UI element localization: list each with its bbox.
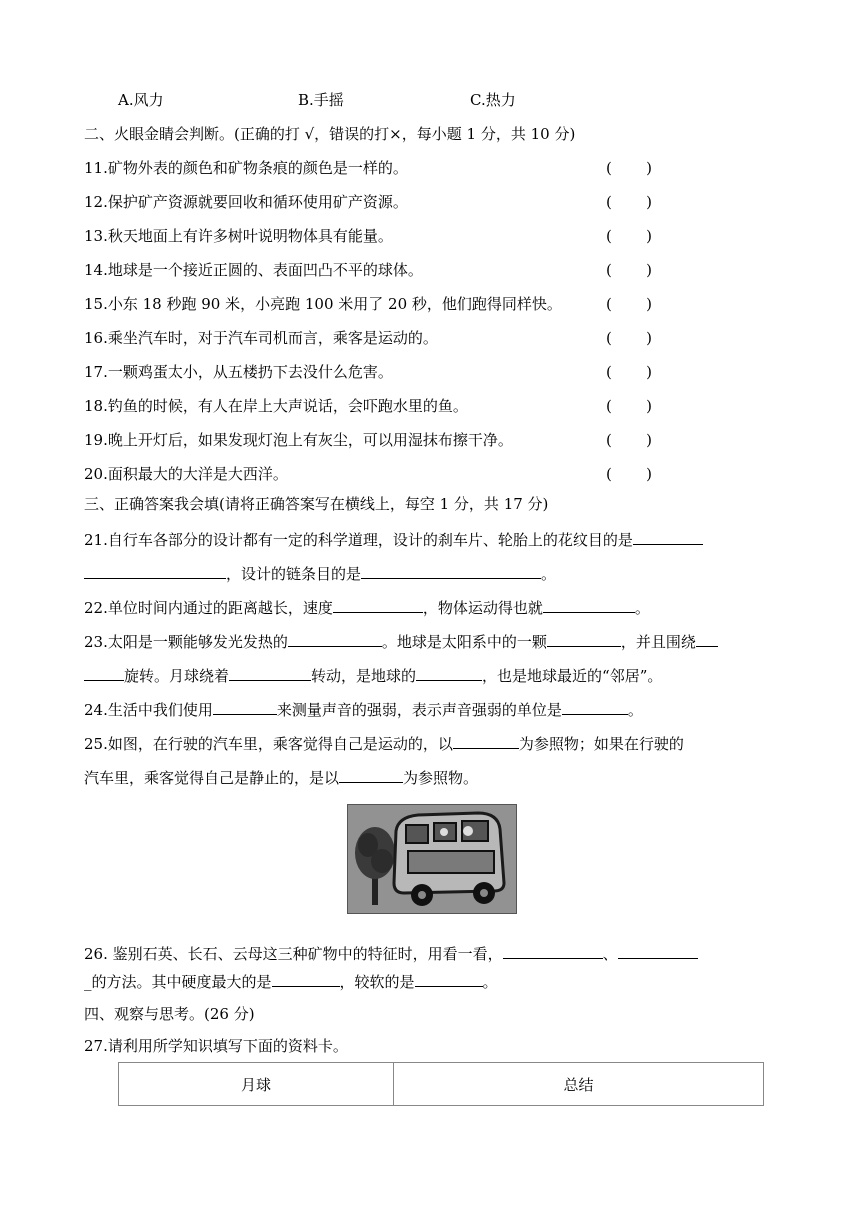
paren-open: ( [606, 227, 612, 245]
q22-text-c: 。 [634, 599, 650, 617]
question-26-line1 [84, 942, 698, 964]
paren-close: ) [646, 465, 652, 483]
answer-parentheses[interactable] [606, 192, 652, 212]
answer-blank[interactable] [333, 596, 423, 613]
answer-blank[interactable] [84, 664, 124, 681]
q26-text-c: _的方法。其中硬度最大的是 [84, 973, 272, 991]
answer-parentheses[interactable] [606, 226, 652, 246]
bus-icon [394, 813, 504, 906]
paren-open: ( [606, 295, 612, 313]
q26-text-d: ，较软的是 [339, 973, 415, 991]
q21-text-c: 。 [541, 565, 557, 583]
answer-blank[interactable] [229, 664, 311, 681]
q25-text-c: 汽车里，乘客觉得自己是静止的，是以 [84, 769, 340, 787]
option-b: B.手摇 [298, 91, 344, 109]
q23-text-e: 转动，是地球的 [311, 667, 417, 685]
table-header-summary: 总结 [394, 1063, 764, 1106]
question-27: 27.请利用所学知识填写下面的资料卡。 [84, 1037, 348, 1055]
judgement-text: 17.一颗鸡蛋太小，从五楼扔下去没什么危害。 [84, 363, 393, 381]
answer-parentheses[interactable] [606, 158, 652, 178]
answer-blank[interactable] [618, 942, 698, 959]
q23-text-b: 。地球是太阳系中的一颗 [381, 633, 547, 651]
section4-heading: 四、观察与思考。(26 分) [84, 1005, 255, 1023]
data-card-table [118, 1062, 764, 1106]
answer-blank[interactable] [272, 970, 340, 987]
table-header-row [119, 1063, 764, 1106]
paren-open: ( [606, 397, 612, 415]
q23-text-a: 23.太阳是一颗能够发光发热的 [84, 633, 288, 651]
answer-blank[interactable] [416, 664, 482, 681]
answer-blank[interactable] [361, 562, 541, 579]
answer-blank[interactable] [547, 630, 621, 647]
paren-open: ( [606, 193, 612, 211]
judgement-text: 18.钓鱼的时候，有人在岸上大声说话，会吓跑水里的鱼。 [84, 397, 468, 415]
paren-close: ) [646, 159, 652, 177]
option-c: C.热力 [470, 91, 516, 109]
paren-open: ( [606, 159, 612, 177]
paren-open: ( [606, 261, 612, 279]
question-25-line2 [84, 766, 478, 788]
bus-drawing [348, 805, 516, 913]
q25-text-d: 为参照物。 [403, 769, 479, 787]
paren-close: ) [646, 295, 652, 313]
q23-text-f: ，也是地球最近的“邻居”。 [482, 667, 663, 685]
section2-heading: 二、火眼金睛会判断。(正确的打 √，错误的打×，每小题 1 分，共 10 分) [84, 125, 576, 143]
paren-open: ( [606, 465, 612, 483]
judgement-text: 15.小东 18 秒跑 90 米，小亮跑 100 米用了 20 秒，他们跑得同样快。 [84, 295, 562, 313]
question-25-line1 [84, 732, 684, 754]
q21-text-a: 21.自行车各部分的设计都有一定的科学道理，设计的刹车片、轮胎上的花纹目的是 [84, 531, 633, 549]
question-24 [84, 698, 643, 720]
answer-blank[interactable] [562, 698, 628, 715]
paren-open: ( [606, 329, 612, 347]
judgement-text: 11.矿物外表的颜色和矿物条痕的颜色是一样的。 [84, 159, 408, 177]
judgement-text: 13.秋天地面上有许多树叶说明物体具有能量。 [84, 227, 393, 245]
q21-text-b: ，设计的链条目的是 [226, 565, 362, 583]
judgement-text: 14.地球是一个接近正圆的、表面凹凸不平的球体。 [84, 261, 423, 279]
q26-text-a: 26. 鉴别石英、长石、云母这三种矿物中的特征时，用看一看， [84, 945, 503, 963]
question-23-line1 [84, 630, 718, 652]
paren-close: ) [646, 193, 652, 211]
answer-parentheses[interactable] [606, 362, 652, 382]
question-21-line1 [84, 528, 703, 550]
answer-parentheses[interactable] [606, 328, 652, 348]
question-23-line2 [84, 664, 662, 686]
answer-parentheses[interactable] [606, 396, 652, 416]
judgement-text: 19.晚上开灯后，如果发现灯泡上有灰尘，可以用湿抹布擦干净。 [84, 431, 513, 449]
answer-parentheses[interactable] [606, 260, 652, 280]
answer-parentheses[interactable] [606, 294, 652, 314]
answer-blank[interactable] [84, 562, 226, 579]
section3-heading: 三、正确答案我会填(请将正确答案写在横线上，每空 1 分，共 17 分) [84, 495, 549, 513]
answer-blank[interactable] [543, 596, 635, 613]
question-21-line2 [84, 562, 556, 584]
paren-close: ) [646, 431, 652, 449]
paren-open: ( [606, 363, 612, 381]
answer-blank[interactable] [213, 698, 277, 715]
bus-illustration [347, 804, 517, 914]
paren-close: ) [646, 329, 652, 347]
question-22 [84, 596, 650, 618]
judgement-text: 20.面积最大的大洋是大西洋。 [84, 465, 288, 483]
answer-blank[interactable] [415, 970, 483, 987]
answer-blank[interactable] [339, 766, 403, 783]
answer-blank[interactable] [453, 732, 519, 749]
q26-text-e: 。 [482, 973, 498, 991]
judgement-text: 16.乘坐汽车时，对于汽车司机而言，乘客是运动的。 [84, 329, 438, 347]
q26-text-b: 、 [602, 945, 618, 963]
q22-text-a: 22.单位时间内通过的距离越长，速度 [84, 599, 333, 617]
q24-text-a: 24.生活中我们使用 [84, 701, 213, 719]
answer-blank[interactable] [633, 528, 703, 545]
table-header-moon: 月球 [119, 1063, 394, 1106]
answer-blank[interactable] [696, 630, 718, 647]
answer-blank[interactable] [503, 942, 603, 959]
paren-close: ) [646, 363, 652, 381]
judgement-text: 12.保护矿产资源就要回收和循环使用矿产资源。 [84, 193, 408, 211]
paren-close: ) [646, 227, 652, 245]
q25-text-b: 为参照物；如果在行驶的 [518, 735, 684, 753]
q24-text-c: 。 [627, 701, 643, 719]
q25-text-a: 25.如图，在行驶的汽车里，乘客觉得自己是运动的，以 [84, 735, 453, 753]
q23-text-d: 旋转。月球绕着 [124, 667, 230, 685]
question-26-line2 [84, 970, 498, 992]
paren-close: ) [646, 261, 652, 279]
paren-close: ) [646, 397, 652, 415]
answer-parentheses[interactable] [606, 464, 652, 484]
q23-text-c: ，并且围绕 [620, 633, 696, 651]
q22-text-b: ，物体运动得也就 [422, 599, 543, 617]
paren-open: ( [606, 431, 612, 449]
answer-parentheses[interactable] [606, 430, 652, 450]
q24-text-b: 来测量声音的强弱，表示声音强弱的单位是 [276, 701, 562, 719]
option-a: A.风力 [118, 91, 164, 109]
answer-blank[interactable] [288, 630, 382, 647]
